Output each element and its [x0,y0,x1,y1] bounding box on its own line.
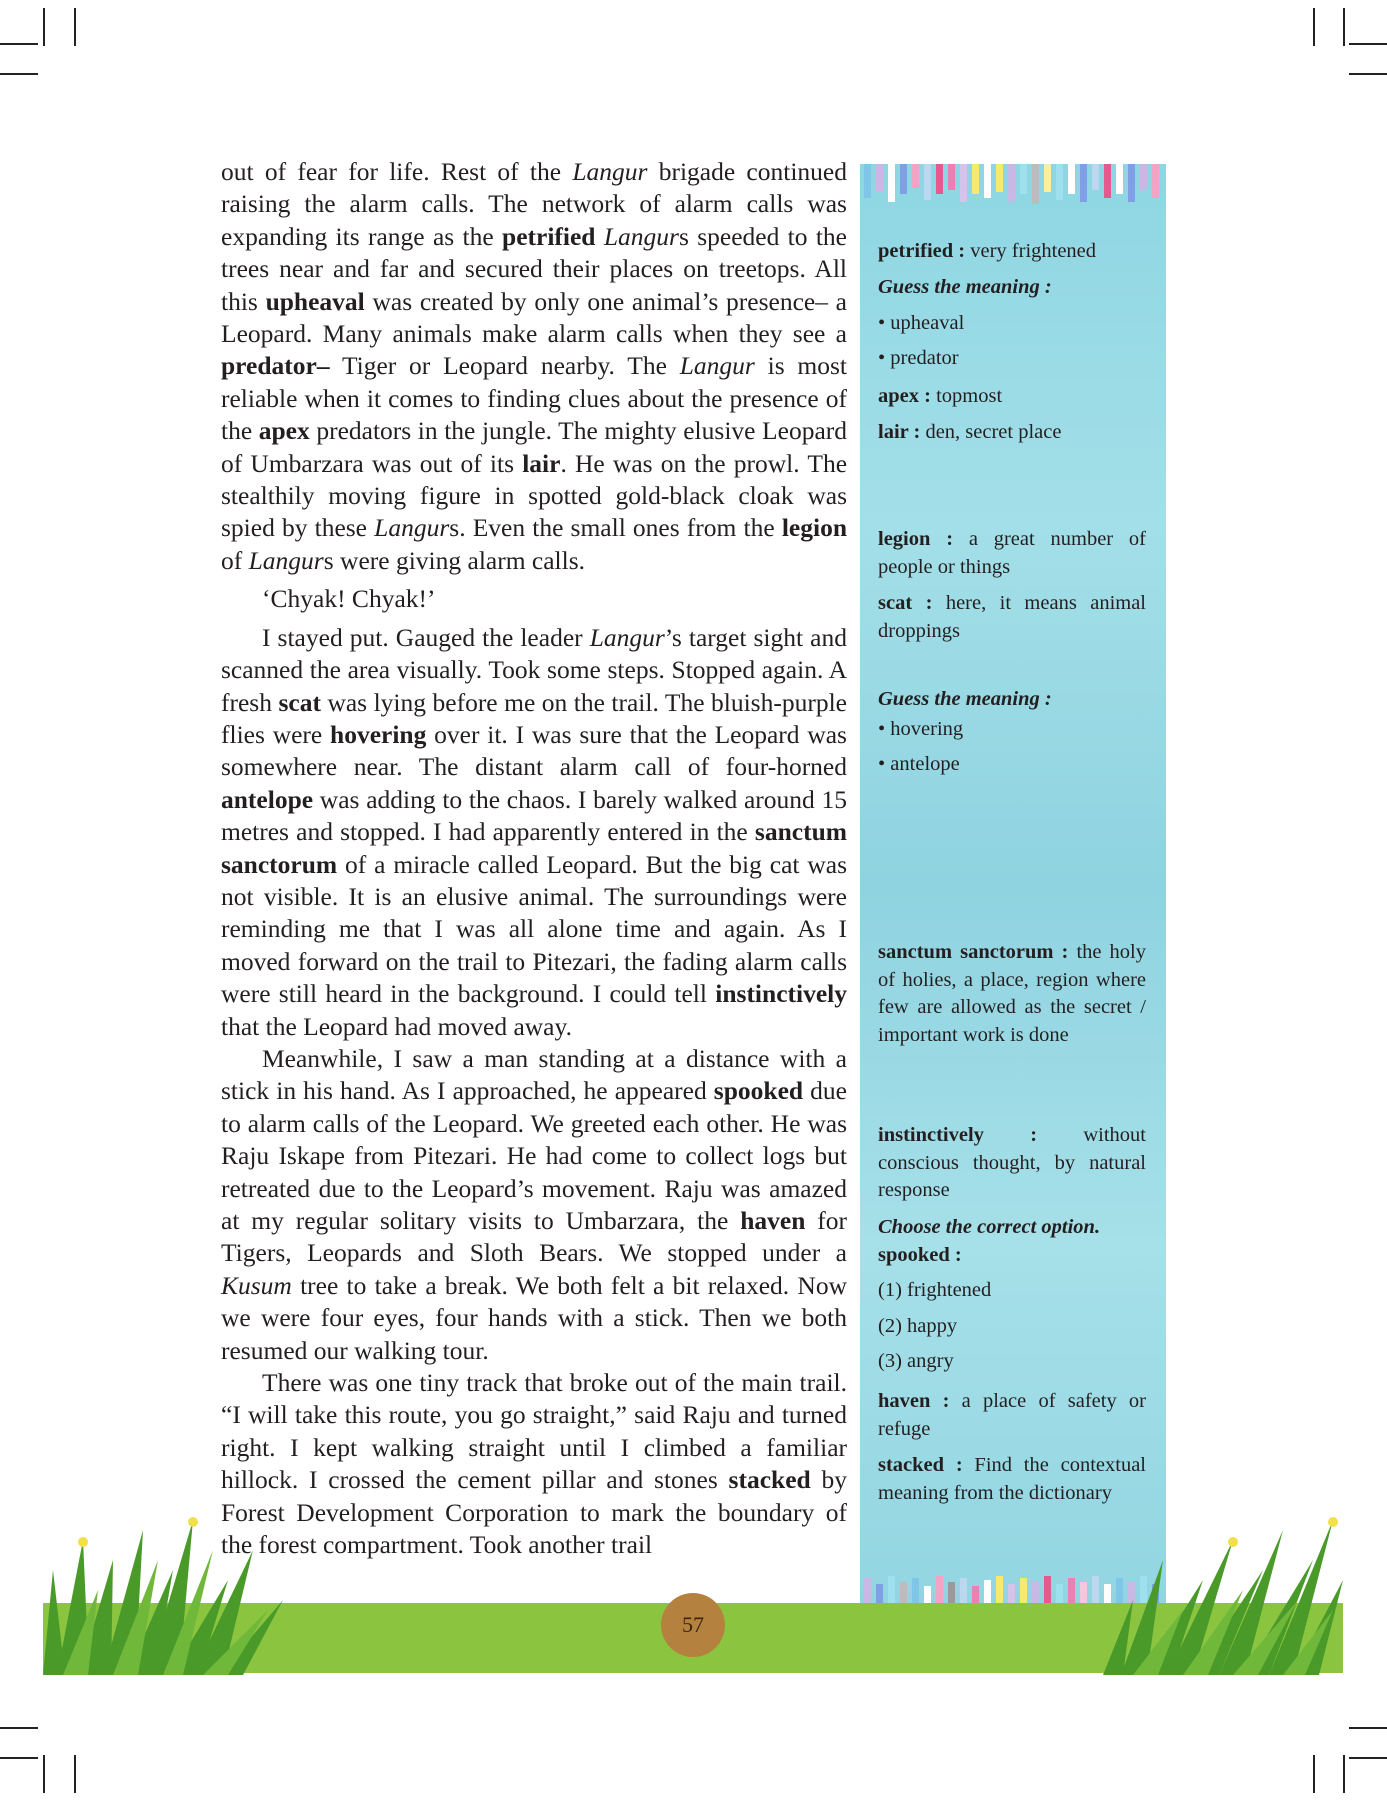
gloss-sanctum-sanctorum: sanctum sanctorum : the holy of holies, a place, region where few are allowed as the secret / important work is done [878,941,1146,1046]
vocab-word: antelope [221,784,314,814]
option-item: (3) angry [878,1350,954,1372]
choose-option: Choose the correct option. spooked : (1) frightened (2) happy (3) angry [878,1214,1146,1376]
gloss-stacked: stacked : Find the contextual meaning from the dictionary [878,1454,1146,1504]
italic-term: Kusum [221,1270,292,1300]
vocab-word: petrified [502,221,596,251]
vocab-word: lair [522,448,561,478]
italic-term: Langur [679,351,755,381]
italic-term: Langur [572,157,648,186]
crop-mark [0,1727,38,1729]
vocab-word: haven [740,1206,806,1235]
gloss-instinctively: instinctively : without conscious thought, by natural response [878,1124,1146,1201]
italic-term: Langur [603,221,679,251]
sidebar-top-stripes [860,164,1166,204]
guess-meaning-2: Guess the meaning : • hovering • antelope [878,686,1146,779]
vocab-word: upheaval [265,286,365,316]
vocab-word: apex [258,416,310,446]
gloss-petrified: petrified : very frightened [878,240,1097,262]
crop-mark [0,73,38,75]
crop-mark [0,43,38,45]
paragraph: There was one tiny track that broke out of the main trail. “I will take this route, you go straight,” said Raju and turned right. I kept walking straight until I climbed a familiar hillock. I crossed the cement pillar and stones stacked by Forest Development Corporation to mark the boundary of the forest compartment. Took another trail [221,1368,847,1560]
gloss-apex: apex : topmost [878,385,1003,407]
crop-mark [43,8,45,46]
paragraph: Meanwhile, I saw a man standing at a distance with a stick in his hand. As I approached, he appeared spooked due to alarm calls of the Leopard. We greeted each other. He was Raju Iskape from Pitezari. He had come to collect logs but retreated due to the Leopard’s movement. Raju was amazed at my regular solitary visits to Umbarzara, the haven for Tigers, Leopards and Sloth Bears. We stopped under a Kusum tree to take a break. We both felt a bit relaxed. Now we were four eyes, four hands with a stick. Then we both resumed our walking tour. [221,1043,848,1365]
crop-mark [1349,43,1387,45]
paragraph: out of fear for life. Rest of the Langur brigade continued raising the alarm calls. The network of alarm calls was expanding its range as the petrified Langurs speeded to the trees near and far and secured their places on treetops. All this upheaval was created by only one animal’s presence– a Leopard. Many animals make alarm calls when they see a predator– Tiger or Leopard nearby. The Langur is most reliable when it comes to finding clues about the presence of the apex predators in the jungle. The mighty elusive Leopard of Umbarzara was out of its lair. He was on the prowl. The stealthily moving figure in spotted gold-black cloak was spied by these Langurs. Even the small ones from the legion of Langurs were giving alarm calls. [221,157,848,575]
option-item: (1) frightened [878,1279,992,1301]
vocab-word: instinctively [715,979,847,1009]
crop-mark [43,1755,45,1793]
crop-mark [1349,1727,1387,1729]
guess-item: • predator [878,347,959,369]
vocab-word: predator– [221,351,330,381]
italic-term: Langur [374,513,450,543]
crop-mark [1343,8,1345,46]
vocab-word: scat [278,687,321,717]
glossary-sidebar [860,164,1166,1606]
guess-item: • antelope [878,753,960,775]
crop-mark [1349,1757,1387,1759]
gloss-legion: legion : a great number of people or things [878,528,1146,578]
crop-mark [1313,1755,1315,1793]
gloss-scat: scat : here, it means animal droppings [878,592,1147,642]
gloss-lair: lair : den, secret place [878,421,1062,443]
page-number-badge: 57 [661,1593,725,1657]
guess-item: • upheaval [878,311,965,334]
crop-mark [1349,73,1387,75]
vocab-word: hovering [330,719,427,749]
crop-mark [1313,8,1315,46]
paragraph: I stayed put. Gauged the leader Langur’s target sight and scanned the area visually. Took some steps. Stopped again. A fresh scat was lying before me on the trail. The bluish-purple flies were hovering over it. I was sure that the Leopard was somewhere near. The distant alarm call of four-horned antelope was adding to the chaos. I barely walked around 15 metres and stopped. I had apparently entered in the sanctum sanctorum of a miracle called Leopard. But the big cat was not visible. It is an elusive animal. The surroundings were reminding me that I was all alone time and again. As I moved forward on the trail to Pitezari, the fading alarm calls were still heard in the background. I could tell instinctively that the Leopard had moved away. [221,622,847,1041]
italic-term: Langur [248,545,324,575]
vocab-word: spooked [713,1076,804,1106]
guess-item: • hovering [878,717,964,740]
italic-term: Langur [589,622,665,652]
gloss-haven: haven : a place of safety or refuge [878,1390,1146,1440]
story-text [221,156,847,1561]
paragraph: ‘Chyak! Chyak!’ [262,584,436,614]
option-item: (2) happy [878,1314,958,1337]
crop-mark [0,1757,38,1759]
guess-meaning-1: Guess the meaning : • upheaval • predator [878,274,1146,373]
crop-mark [1343,1755,1345,1793]
crop-mark [74,1755,76,1793]
crop-mark [74,8,76,46]
vocab-word: legion [781,513,847,543]
vocab-word: sanctum sanctorum [221,817,847,879]
vocab-word: stacked [728,1465,811,1495]
